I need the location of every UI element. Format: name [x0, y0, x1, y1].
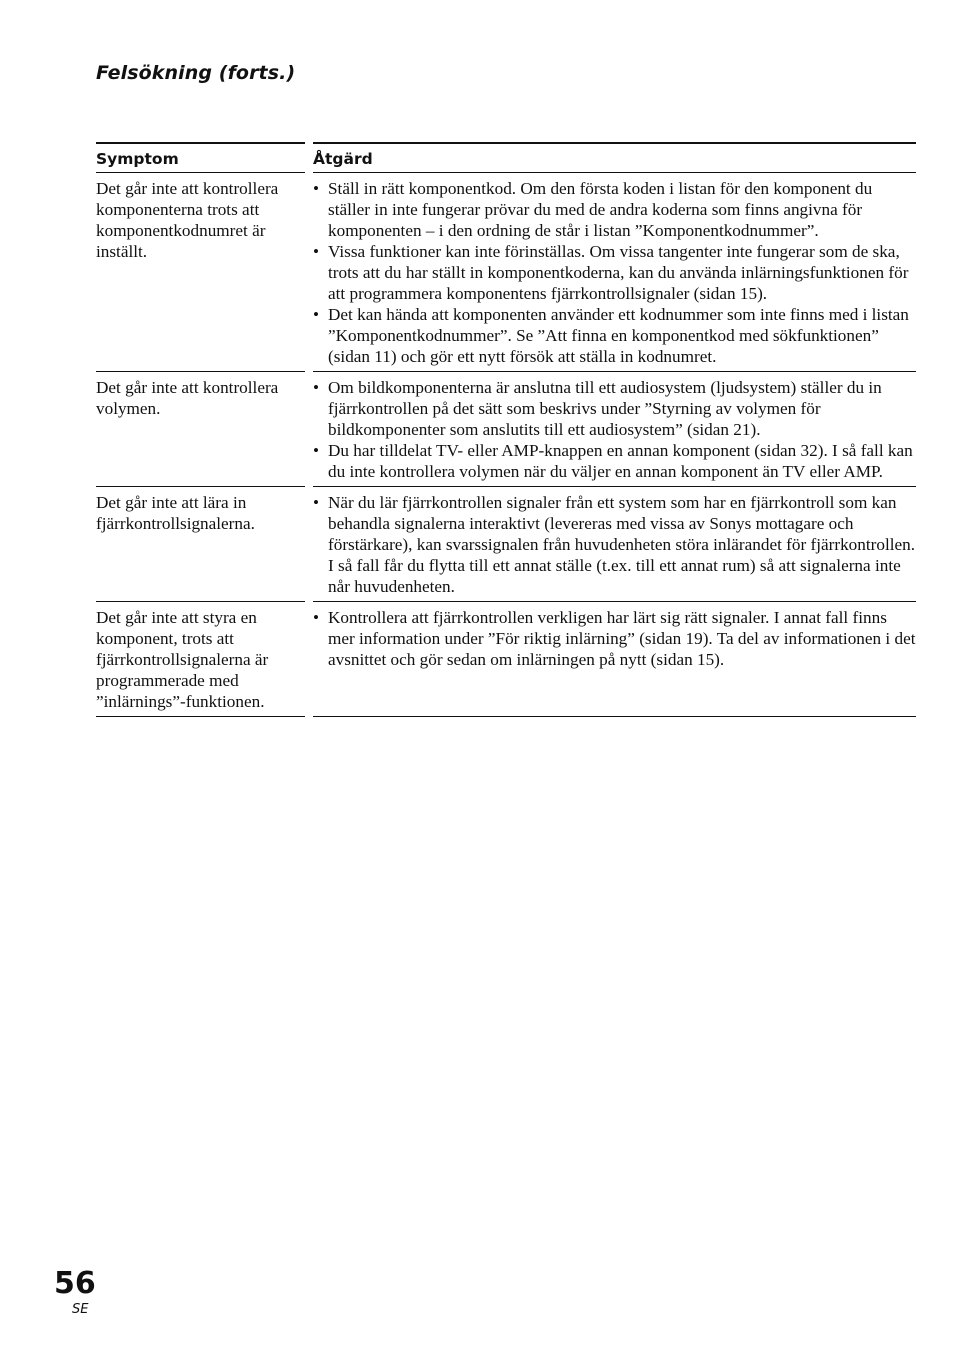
table-row — [96, 602, 916, 717]
table-row — [96, 487, 916, 602]
action-cell — [313, 372, 916, 487]
troubleshooting-table — [96, 142, 916, 717]
action-item: • Du har tilldelat TV- eller AMP-knappen en annan komponent (sidan 32). I så fall kan du inte kontrollera volymen när du väljer en annan komponent än TV eller AMP. — [313, 440, 916, 482]
header-action: Åtgärd — [313, 142, 916, 173]
action-item: • Vissa funktioner kan inte förinställas. Om vissa tangenter inte fungerar som de ska, trots att du har ställt in komponentkoderna, kan du använda inlärningsfunktionen för att programmera komponentens fjärrkontrollsignaler (sidan 15). — [313, 241, 916, 304]
page-number: 56 — [54, 1266, 96, 1301]
action-item: • Kontrollera att fjärrkontrollen verkligen har lärt sig rätt signaler. I annat fall finns mer information under ”För riktig inlärning” (sidan 19). Ta del av informationen i det avsnittet och gör sedan om inlärningen på nytt (sidan 15). — [313, 607, 916, 670]
table-row — [96, 372, 916, 487]
action-list — [313, 607, 916, 670]
action-list — [313, 377, 916, 482]
action-item: • Om bildkomponenterna är anslutna till ett audiosystem (ljudsystem) ställer du in fjärrkontrollen på det sätt som beskrivs under ”Styrning av volymen för bildkomponenter som anslutits till ett audiosystem” (sidan 21). — [313, 377, 916, 440]
header-symptom: Symptom — [96, 142, 305, 173]
symptom-cell: Det går inte att styra en komponent, trots att fjärrkontrollsignalerna är programmerade med ”inlärnings”-funktionen. — [96, 602, 305, 717]
symptom-cell: Det går inte att lära in fjärrkontrollsignalerna. — [96, 487, 305, 602]
action-item: • Ställ in rätt komponentkod. Om den första koden i listan för den komponent du ställer in inte fungerar prövar du med de andra koderna som finns angivna för komponenten – i den ordning de står i listan ”Komponentkodnummer”. — [313, 178, 916, 241]
page-language-code: SE — [72, 1302, 89, 1317]
action-list — [313, 178, 916, 367]
section-title: Felsökning (forts.) — [96, 62, 296, 84]
symptom-cell: Det går inte att kontrollera komponenterna trots att komponentkodnumret är inställt. — [96, 173, 305, 372]
action-item: • När du lär fjärrkontrollen signaler från ett system som har en fjärrkontroll som kan behandla signalerna interaktivt (levereras med vissa av Sonys mottagare och förstärkare), kan svarssignalen från huvudenheten störa inlärandet för fjärrkontrollen. I så fall får du flytta till ett annat ställe (t.ex. till ett annat rum) så att signalerna inte når huvudenheten. — [313, 492, 916, 597]
action-cell — [313, 173, 916, 372]
symptom-cell: Det går inte att kontrollera volymen. — [96, 372, 305, 487]
action-cell — [313, 487, 916, 602]
action-list — [313, 492, 916, 597]
table-header-row — [96, 142, 916, 173]
table-row — [96, 173, 916, 372]
action-cell — [313, 602, 916, 717]
action-item: • Det kan hända att komponenten använder ett kodnummer som inte finns med i listan ”Komponentkodnummer”. Se ”Att finna en komponentkod med sökfunktionen” (sidan 11) och gör ett nytt försök att ställa in kodnumret. — [313, 304, 916, 367]
